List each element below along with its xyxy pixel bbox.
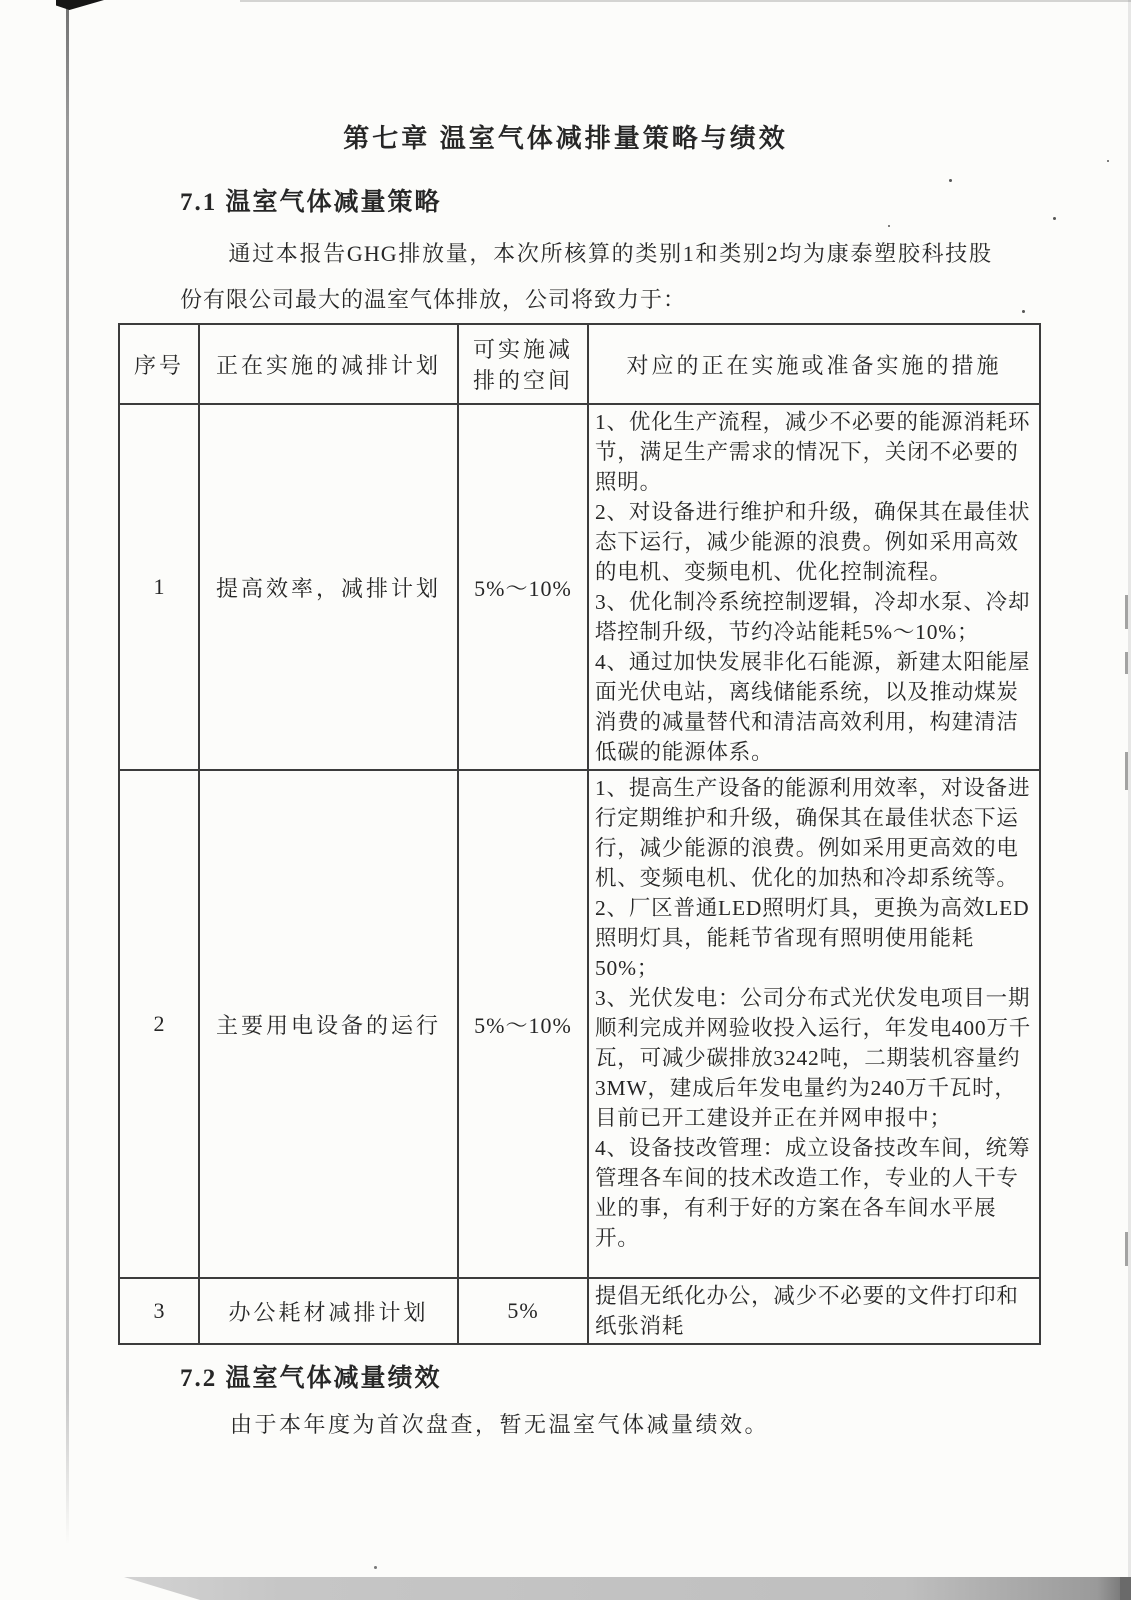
table-row xyxy=(119,1278,1040,1344)
table-header-row xyxy=(119,324,1040,404)
cell-reduction-space: 5%～10% xyxy=(458,404,588,770)
scan-edge-mark xyxy=(1125,595,1128,629)
scan-corner-mark xyxy=(56,0,104,10)
measure-item: 3、光伏发电：公司分布式光伏发电项目一期顺利完成并网验收投入运行，年发电400万千瓦，可减少碳排放3242吨，二期装机容量约3MW，建成后年发电量约为240万千瓦时，目前已开工建设并正在并网申报中； xyxy=(595,986,1032,1130)
scan-speckle xyxy=(1022,310,1025,313)
measure-item: 2、厂区普通LED照明灯具，更换为高效LED照明灯具，能耗节省现有照明使用能耗50%； xyxy=(595,896,1030,980)
cell-reduction-space: 5%～10% xyxy=(458,770,588,1278)
chapter-title: 第七章 温室气体减排量策略与绩效 xyxy=(343,124,788,153)
cell-measures xyxy=(588,770,1040,1278)
scan-speckle xyxy=(949,179,952,182)
measure-item: 3、优化制冷系统控制逻辑，冷却水泵、冷却塔控制升级，节约冷站能耗5%～10%； xyxy=(595,590,1031,644)
scan-speckle xyxy=(888,225,890,227)
scan-speckle xyxy=(1107,160,1109,162)
measure-item: 2、对设备进行维护和升级，确保其在最佳状态下运行，减少能源的浪费。例如采用高效的电机、变频电机、优化控制流程。 xyxy=(595,500,1031,584)
scan-edge-mark xyxy=(1125,752,1128,790)
measure-item: 1、提高生产设备的能源利用效率，对设备进行定期维护和升级，确保其在最佳状态下运行，减少能源的浪费。例如采用更高效的电机、变频电机、优化的加热和冷却系统等。 xyxy=(595,776,1031,890)
section-7-2-paragraph: 由于本年度为首次盘查，暂无温室气体减量绩效。 xyxy=(230,1412,770,1437)
cell-row-index: 2 xyxy=(119,770,199,1278)
section-7-2-heading: 7.2 温室气体减量绩效 xyxy=(180,1365,442,1392)
measure-item: 4、设备技改管理：成立设备技改车间，统筹管理各车间的技术改造工作，专业的人干专业的事，有利于好的方案在各车间水平展开。 xyxy=(595,1136,1031,1250)
cell-plan-name: 提高效率，减排计划 xyxy=(199,404,458,770)
column-header-space: 可实施减排的空间 xyxy=(458,324,588,404)
cell-reduction-space: 5% xyxy=(458,1278,588,1344)
cell-row-index: 3 xyxy=(119,1278,199,1344)
column-header-index: 序号 xyxy=(119,324,199,404)
table-row xyxy=(119,770,1040,1278)
section-7-1-heading: 7.1 温室气体减量策略 xyxy=(180,189,442,216)
scan-top-edge-shadow xyxy=(240,0,1131,2)
cell-plan-name: 办公耗材减排计划 xyxy=(199,1278,458,1344)
scan-edge-mark xyxy=(1125,652,1128,674)
cell-plan-name: 主要用电设备的运行 xyxy=(199,770,458,1278)
scan-speckle xyxy=(1053,217,1056,220)
cell-measures xyxy=(588,404,1040,770)
reduction-plan-table xyxy=(118,323,1041,1345)
scan-fold-line xyxy=(66,0,69,1545)
measure-item: 1、优化生产流程，减少不必要的能源消耗环节，满足生产需求的情况下，关闭不必要的照明。 xyxy=(595,410,1031,494)
column-header-plan: 正在实施的减排计划 xyxy=(199,324,458,404)
table-row xyxy=(119,404,1040,770)
measure-item: 4、通过加快发展非化石能源，新建太阳能屋面光伏电站，离线储能系统，以及推动煤炭消费的减量替代和清洁高效利用，构建清洁低碳的能源体系。 xyxy=(595,650,1031,764)
measure-item: 提倡无纸化办公，减少不必要的文件打印和纸张消耗 xyxy=(595,1284,1019,1338)
scan-speckle xyxy=(374,1566,377,1569)
section-7-1-paragraph: 通过本报告GHG排放量，本次所核算的类别1和类别2均为康泰塑胶科技股份有限公司最大的温室气体排放，公司将致力于： xyxy=(180,241,992,312)
cell-row-index: 1 xyxy=(119,404,199,770)
scan-bottom-right-mark xyxy=(1120,1577,1131,1600)
column-header-measures: 对应的正在实施或准备实施的措施 xyxy=(588,324,1040,404)
cell-measures xyxy=(588,1278,1040,1344)
scan-edge-mark xyxy=(1125,1232,1128,1266)
